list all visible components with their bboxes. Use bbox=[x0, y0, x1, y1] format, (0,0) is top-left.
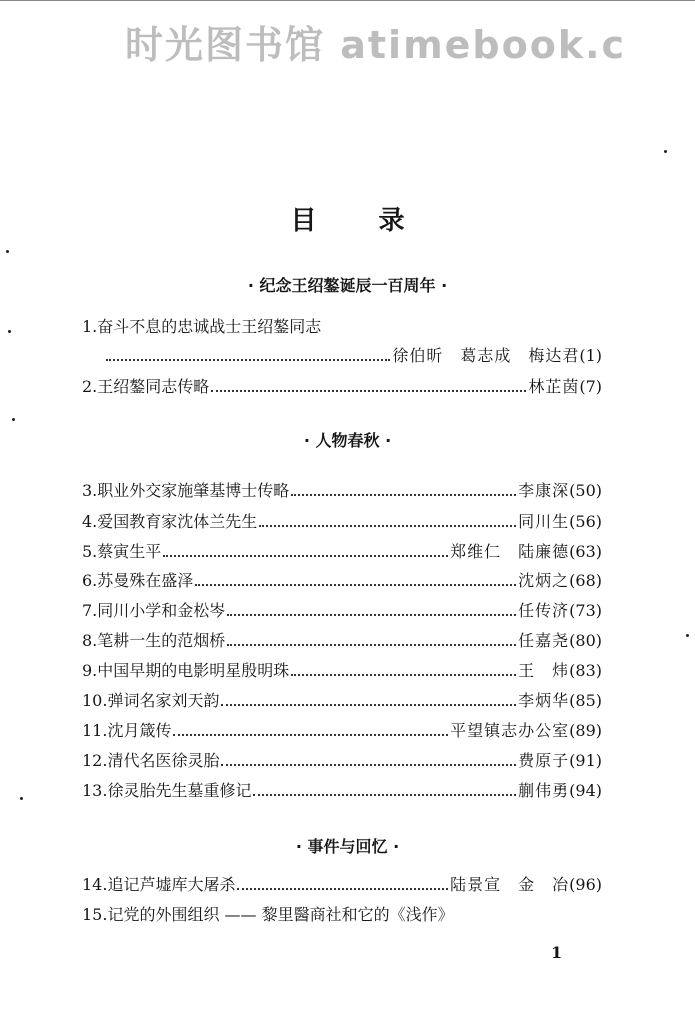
entry-title: 同川小学和金松岑 bbox=[97, 601, 226, 620]
entry-title: 徐灵胎先生墓重修记 bbox=[107, 781, 252, 800]
toc-entry[interactable] bbox=[82, 507, 602, 533]
entry-author: 王 炜 bbox=[518, 661, 570, 680]
dot-leader bbox=[106, 358, 390, 361]
toc-entry[interactable] bbox=[82, 686, 602, 712]
entry-title: 清代名医徐灵胎 bbox=[107, 751, 220, 770]
entry-title: 弹词名家刘天韵 bbox=[107, 691, 220, 710]
entry-number: 11. bbox=[82, 721, 108, 740]
dot-leader bbox=[221, 703, 516, 706]
entry-page: (63) bbox=[569, 542, 602, 561]
entry-author: 任传济 bbox=[518, 601, 570, 620]
entry-author: 沈炳之 bbox=[518, 571, 570, 590]
entry-title: 中国早期的电影明星殷明珠 bbox=[97, 661, 290, 680]
dot-leader bbox=[163, 554, 448, 557]
dot-leader bbox=[195, 583, 516, 586]
entry-title: 追记芦墟库大屠杀 bbox=[107, 875, 236, 894]
entry-page: (91) bbox=[569, 751, 602, 770]
dot-leader bbox=[291, 493, 516, 496]
toc-entry[interactable] bbox=[82, 870, 602, 896]
section-heading: · 事件与回忆 · bbox=[295, 837, 400, 856]
entry-page: (1) bbox=[579, 346, 602, 365]
dot-leader bbox=[237, 887, 448, 890]
entry-title: 苏曼殊在盛泽 bbox=[97, 571, 194, 590]
entry-author: 陆景宣 金 冶 bbox=[450, 875, 570, 894]
entry-author: 蒯伟勇 bbox=[518, 781, 570, 800]
toc-entry[interactable] bbox=[82, 312, 602, 338]
dot-leader bbox=[221, 763, 516, 766]
entry-page: (73) bbox=[569, 601, 602, 620]
entry-author: 李康深 bbox=[518, 481, 570, 500]
dot-leader bbox=[211, 389, 526, 392]
entry-number: 13. bbox=[82, 781, 108, 800]
entry-title: 蔡寅生平 bbox=[97, 542, 162, 561]
entry-author: 李炳华 bbox=[518, 691, 570, 710]
page-number: 1 bbox=[551, 943, 563, 962]
entry-author: 郑维仁 陆廉德 bbox=[450, 542, 570, 561]
section-heading: · 人物春秋 · bbox=[303, 431, 392, 450]
entry-number: 2. bbox=[82, 377, 98, 396]
entry-number: 3. bbox=[82, 481, 98, 500]
dot-leader bbox=[227, 643, 516, 646]
toc-entry[interactable] bbox=[82, 476, 602, 502]
entry-author: 平望镇志办公室 bbox=[450, 721, 570, 740]
toc-entry[interactable] bbox=[82, 900, 602, 926]
scan-speck bbox=[664, 150, 667, 153]
toc-entry[interactable] bbox=[82, 776, 602, 802]
entry-number: 1. bbox=[82, 317, 98, 336]
entry-author: 费原子 bbox=[518, 751, 570, 770]
toc-entry[interactable] bbox=[82, 716, 602, 742]
page-title bbox=[0, 200, 695, 237]
entry-author: 林芷茵 bbox=[528, 377, 580, 396]
title-char-1: 目 bbox=[290, 206, 317, 236]
dot-leader bbox=[259, 524, 516, 527]
entry-title: 奋斗不息的忠诚战士王绍鏊同志 bbox=[97, 317, 322, 336]
scan-speck bbox=[686, 634, 689, 637]
entry-number: 7. bbox=[82, 601, 98, 620]
entry-page: (96) bbox=[569, 875, 602, 894]
entry-page: (94) bbox=[569, 781, 602, 800]
entry-page: (80) bbox=[569, 631, 602, 650]
toc-entry[interactable] bbox=[82, 746, 602, 772]
scan-speck bbox=[8, 330, 11, 333]
entry-title: 笔耕一生的范烟桥 bbox=[97, 631, 226, 650]
entry-number: 9. bbox=[82, 661, 98, 680]
entry-number: 12. bbox=[82, 751, 108, 770]
entry-author: 同川生 bbox=[518, 512, 570, 531]
entry-number: 5. bbox=[82, 542, 98, 561]
toc-entry-continuation[interactable] bbox=[82, 341, 602, 367]
entry-author: 徐伯昕 葛志成 梅达君 bbox=[392, 346, 580, 365]
scan-speck bbox=[6, 250, 9, 253]
entry-title: 爱国教育家沈体兰先生 bbox=[97, 512, 258, 531]
dot-leader bbox=[291, 673, 516, 676]
entry-title: 王绍鏊同志传略 bbox=[97, 377, 210, 396]
dot-leader bbox=[253, 793, 516, 796]
watermark: 时光图书馆 atimebook.c bbox=[125, 23, 627, 67]
top-border-line bbox=[0, 0, 695, 1]
toc-entry[interactable] bbox=[82, 566, 602, 592]
entry-title: 职业外交家施肇基博士传略 bbox=[97, 481, 290, 500]
section-heading: · 纪念王绍鏊诞辰一百周年 · bbox=[247, 276, 448, 295]
entry-page: (7) bbox=[579, 377, 602, 396]
title-char-2: 录 bbox=[378, 206, 405, 236]
entry-page: (83) bbox=[569, 661, 602, 680]
toc-entry[interactable] bbox=[82, 656, 602, 682]
entry-page: (50) bbox=[569, 481, 602, 500]
scan-speck bbox=[12, 418, 15, 421]
entry-title: 沈月箴传 bbox=[107, 721, 172, 740]
entry-number: 15. bbox=[82, 905, 108, 924]
entry-number: 8. bbox=[82, 631, 98, 650]
entry-number: 4. bbox=[82, 512, 98, 531]
entry-title: 记党的外围组织 —— 黎里醫商社和它的《浅作》 bbox=[107, 905, 454, 924]
entry-page: (85) bbox=[569, 691, 602, 710]
entry-page: (56) bbox=[569, 512, 602, 531]
scan-speck bbox=[20, 797, 23, 800]
toc-entry[interactable] bbox=[82, 596, 602, 622]
toc-entry[interactable] bbox=[82, 537, 602, 563]
entry-author: 任嘉尧 bbox=[518, 631, 570, 650]
dot-leader bbox=[173, 733, 448, 736]
entry-page: (68) bbox=[569, 571, 602, 590]
entry-number: 6. bbox=[82, 571, 98, 590]
dot-leader bbox=[227, 613, 516, 616]
toc-entry[interactable] bbox=[82, 626, 602, 652]
entry-number: 10. bbox=[82, 691, 108, 710]
entry-number: 14. bbox=[82, 875, 108, 894]
entry-page: (89) bbox=[569, 721, 602, 740]
toc-entry[interactable] bbox=[82, 372, 602, 398]
